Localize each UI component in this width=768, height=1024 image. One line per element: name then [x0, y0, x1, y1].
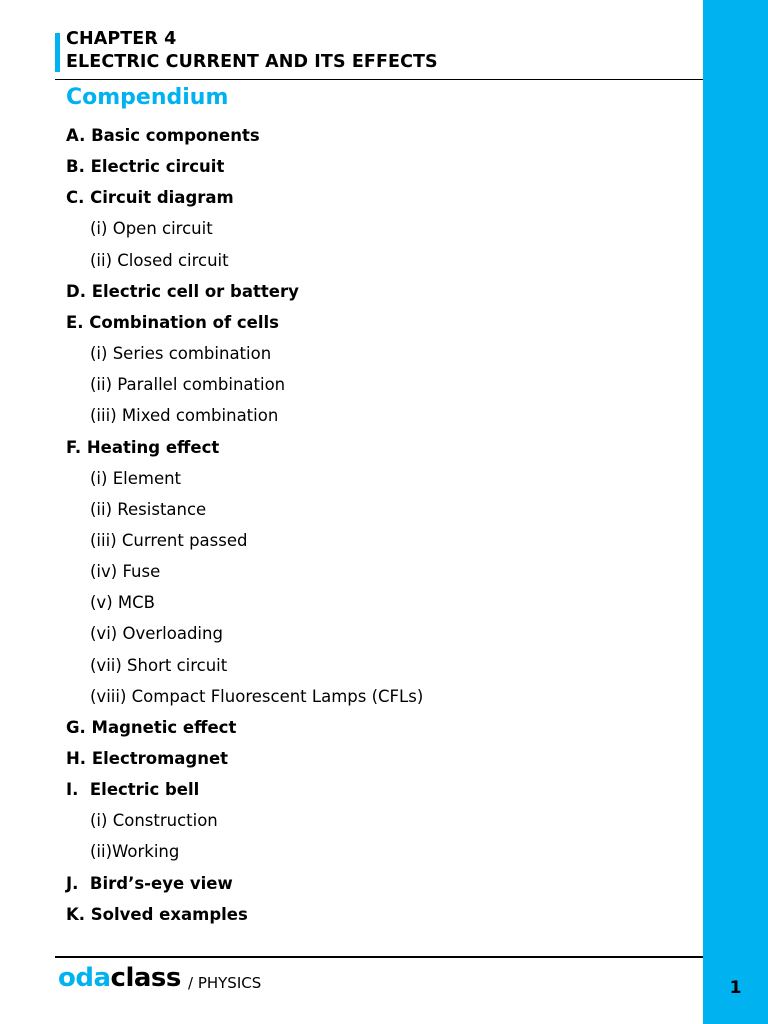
compendium-subsection: (iv) Fuse	[90, 562, 161, 582]
compendium-section: B. Electric circuit	[66, 157, 225, 177]
compendium-subsection: (vii) Short circuit	[90, 655, 228, 675]
side-accent-bar	[703, 0, 768, 1024]
chapter-number: CHAPTER 4	[66, 29, 177, 49]
compendium-subsection: (v) MCB	[90, 593, 155, 613]
compendium-title: Compendium	[66, 85, 229, 110]
compendium-section: C. Circuit diagram	[66, 188, 234, 208]
compendium-section: H. Electromagnet	[66, 749, 229, 768]
subject-label: / PHYSICS	[188, 974, 262, 992]
compendium-section: G. Magnetic effect	[66, 717, 237, 737]
compendium-subsection: (ii)Working	[90, 842, 180, 862]
compendium-subsection: (vi) Overloading	[90, 624, 223, 644]
logo-part-oda: oda	[58, 963, 111, 993]
page-number: 1	[729, 978, 742, 998]
compendium-subsection: (i) Element	[90, 468, 182, 488]
compendium-subsection: (viii) Compact Fluorescent Lamps (CFLs)	[90, 686, 424, 706]
compendium-subsection: (iii) Mixed combination	[90, 406, 279, 426]
footer-divider	[55, 956, 703, 958]
compendium-section: I. Electric bell	[66, 780, 200, 800]
compendium-subsection: (ii) Resistance	[90, 499, 207, 519]
compendium-subsection: (iii) Current passed	[90, 530, 248, 550]
compendium-subsection: (ii) Closed circuit	[90, 250, 229, 270]
compendium-subsection: (i) Series combination	[90, 344, 272, 364]
compendium-subsection: (ii) Parallel combination	[90, 375, 286, 395]
compendium-section: E. Combination of cells	[66, 312, 280, 332]
compendium-section: J. Bird’s-eye view	[66, 873, 233, 893]
compendium-subsection: (i) Construction	[90, 811, 218, 831]
chapter-title: ELECTRIC CURRENT AND ITS EFFECTS	[66, 52, 438, 72]
compendium-section: F. Heating effect	[66, 437, 220, 457]
compendium-section: D. Electric cell or battery	[66, 281, 299, 301]
compendium-section: A. Basic components	[66, 126, 260, 145]
odaclass-logo	[58, 963, 181, 993]
compendium-subsection: (i) Open circuit	[90, 219, 213, 239]
logo-part-class: class	[110, 963, 181, 993]
compendium-section: K. Solved examples	[66, 904, 248, 924]
